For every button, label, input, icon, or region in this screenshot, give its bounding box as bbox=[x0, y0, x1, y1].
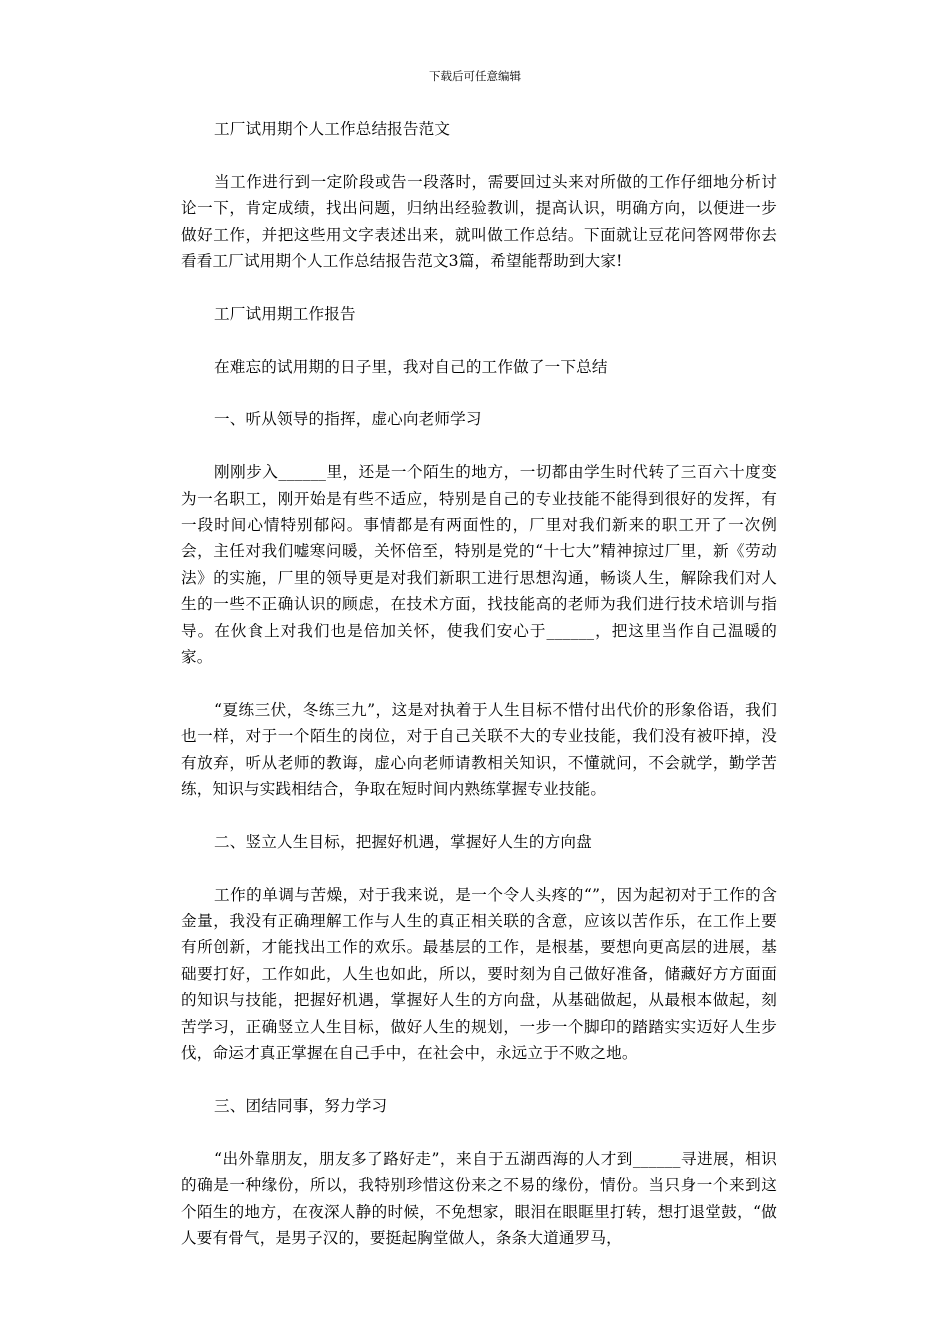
section3-heading: 三、团结同事，努力学习 bbox=[214, 1096, 388, 1115]
page-header: 下载后可任意编辑 bbox=[429, 69, 521, 83]
section1-paragraph-2: “夏练三伏，冬练三九”，这是对执着于人生目标不惜付出代价的形象俗语，我们也一样，对于一个陌生的岗位，对于自己关联不大的专业技能，我们没有被吓掉，没有放弃，听从老师的教诲，虚心向老师请教相关知识，不懂就问，不会就学，勤学苦练，知识与实践相结合，争取在短时间内熟练掌握专业技能。 bbox=[181, 700, 777, 799]
section1-paragraph-1: 刚刚步入______里，还是一个陌生的地方，一切都由学生时代转了三百六十度变为一名职工，刚开始是有些不适应，特别是自己的专业技能不能得到很好的发挥，有一段时间心情特别郁闷。事情都是有两面性的，厂里对我们新来的职工开了一次例会，主任对我们嘘寒问暖，关怀倍至，特别是党的“十七大”精神掠过厂里，新《劳动法》的实施，厂里的领导更是对我们新职工进行思想沟通，畅谈人生，解除我们对人生的一些不正确认识的顾虑，在技术方面，找技能高的老师为我们进行技术培训与指导。在伙食上对我们也是倍加关怀，使我们安心于______，把这里当作自己温暖的家。 bbox=[181, 463, 777, 667]
section3-paragraph-1: “出外靠朋友，朋友多了路好走”，来自于五湖西海的人才到______寻进展，相识的确是一种缘份，所以，我特别珍惜这份来之不易的缘份，情份。当只身一个来到这个陌生的地方，在夜深人静的时候，不免想家，眼泪在眼眶里打转，想打退堂鼓，“做人要有骨气，是男子汉的，要挺起胸堂做人，条条大道通罗马， bbox=[181, 1149, 777, 1247]
document-body bbox=[181, 116, 777, 1251]
intro-paragraph: 当工作进行到一定阶段或告一段落时，需要回过头来对所做的工作仔细地分析讨论一下，肯定成绩，找出问题，归纳出经验教训，提高认识，明确方向，以便进一步做好工作，并把这些用文字表述出来，就叫做工作总结。下面就让豆花问答网带你去看看工厂试用期个人工作总结报告范文3篇，希望能帮助到大家! bbox=[181, 172, 777, 271]
section2-heading: 二、竖立人生目标，把握好机遇，掌握好人生的方向盘 bbox=[214, 832, 592, 851]
document-title: 工厂试用期个人工作总结报告范文 bbox=[214, 120, 451, 138]
section2-paragraph-1: 工作的单调与苦燥，对于我来说，是一个令人头疼的“”，因为起初对于工作的含金量，我没有正确理解工作与人生的真正相关联的含意，应该以苦作乐，在工作上要有所创新，才能找出工作的欢乐。最基层的工作，是根基，要想向更高层的进展，基础要打好，工作如此，人生也如此，所以，要时刻为自己做好准备，储藏好方方面面的知识与技能，把握好机遇，掌握好人生的方向盘，从基础做起，从最根本做起，刻苦学习，正确竖立人生目标，做好人生的规划，一步一个脚印的踏踏实实迈好人生步伐，命运才真正掌握在自己手中，在社会中，永远立于不败之地。 bbox=[181, 885, 777, 1063]
report-title: 工厂试用期工作报告 bbox=[214, 304, 356, 323]
section1-heading: 一、听从领导的指挥，虚心向老师学习 bbox=[214, 410, 482, 429]
opening-line: 在难忘的试用期的日子里，我对自己的工作做了一下总结 bbox=[214, 357, 608, 376]
